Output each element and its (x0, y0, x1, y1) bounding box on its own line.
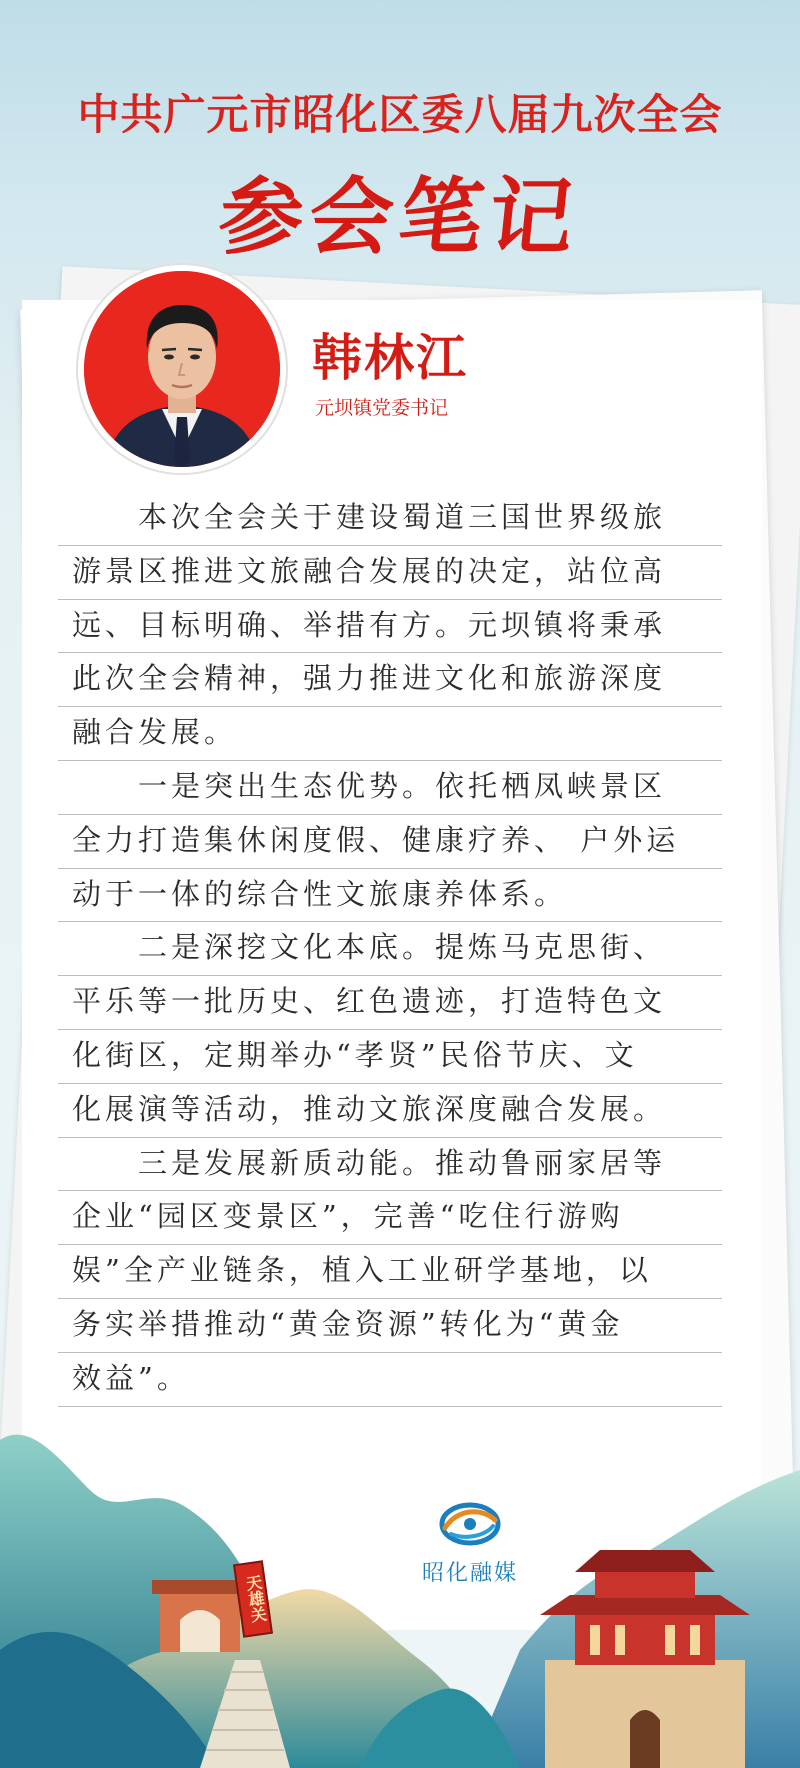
body-line: 此次全会精神，强力推进文化和旅游深度 (58, 653, 722, 707)
logo-swirl-icon (439, 1500, 501, 1548)
body-line: 企业“园区变景区”，完善“吃住行游购 (58, 1191, 722, 1245)
body-line: 娱”全产业链条，植入工业研学基地，以 (58, 1245, 722, 1299)
body-line: 融合发展。 (58, 707, 722, 761)
body-line: 平乐等一批历史、红色遗迹，打造特色文 (58, 976, 722, 1030)
article-body (58, 492, 722, 1407)
body-line: 二是深挖文化本底。提炼马克思街、 (58, 922, 722, 976)
author-role: 元坝镇党委书记 (315, 397, 449, 419)
body-line: 游景区推进文旅融合发展的决定，站位高 (58, 546, 722, 600)
body-line: 三是发展新质动能。推动鲁丽家居等 (58, 1138, 722, 1192)
body-line: 动于一体的综合性文旅康养体系。 (58, 869, 722, 923)
body-line: 一是突出生态优势。依托栖凤峡景区 (58, 761, 722, 815)
body-line: 效益”。 (58, 1353, 722, 1407)
page-title: 参会笔记 (214, 167, 585, 266)
body-line: 化街区，定期举办“孝贤”民俗节庆、文 (58, 1030, 722, 1084)
body-line: 远、目标明确、举措有方。元坝镇将秉承 (58, 600, 722, 654)
headline: 中共广元市昭化区委八届九次全会 (77, 90, 723, 139)
mountain-scenery (0, 1400, 800, 1768)
body-line: 全力打造集休闲度假、健康疗养、 户外运 (58, 815, 722, 869)
body-line: 本次全会关于建设蜀道三国世界级旅 (58, 492, 722, 546)
media-logo (415, 1500, 525, 1587)
author-name: 韩林江 (312, 328, 468, 387)
portrait-illustration (84, 271, 280, 467)
avatar (78, 265, 286, 473)
logo-text: 昭化融媒 (421, 1561, 518, 1586)
pass-gate-illustration (152, 1580, 248, 1652)
body-line: 化展演等活动，推动文旅深度融合发展。 (58, 1084, 722, 1138)
body-line: 务实举措推动“黄金资源”转化为“黄金 (58, 1299, 722, 1353)
gate-plaque-text: 天雄关 (242, 1573, 269, 1624)
